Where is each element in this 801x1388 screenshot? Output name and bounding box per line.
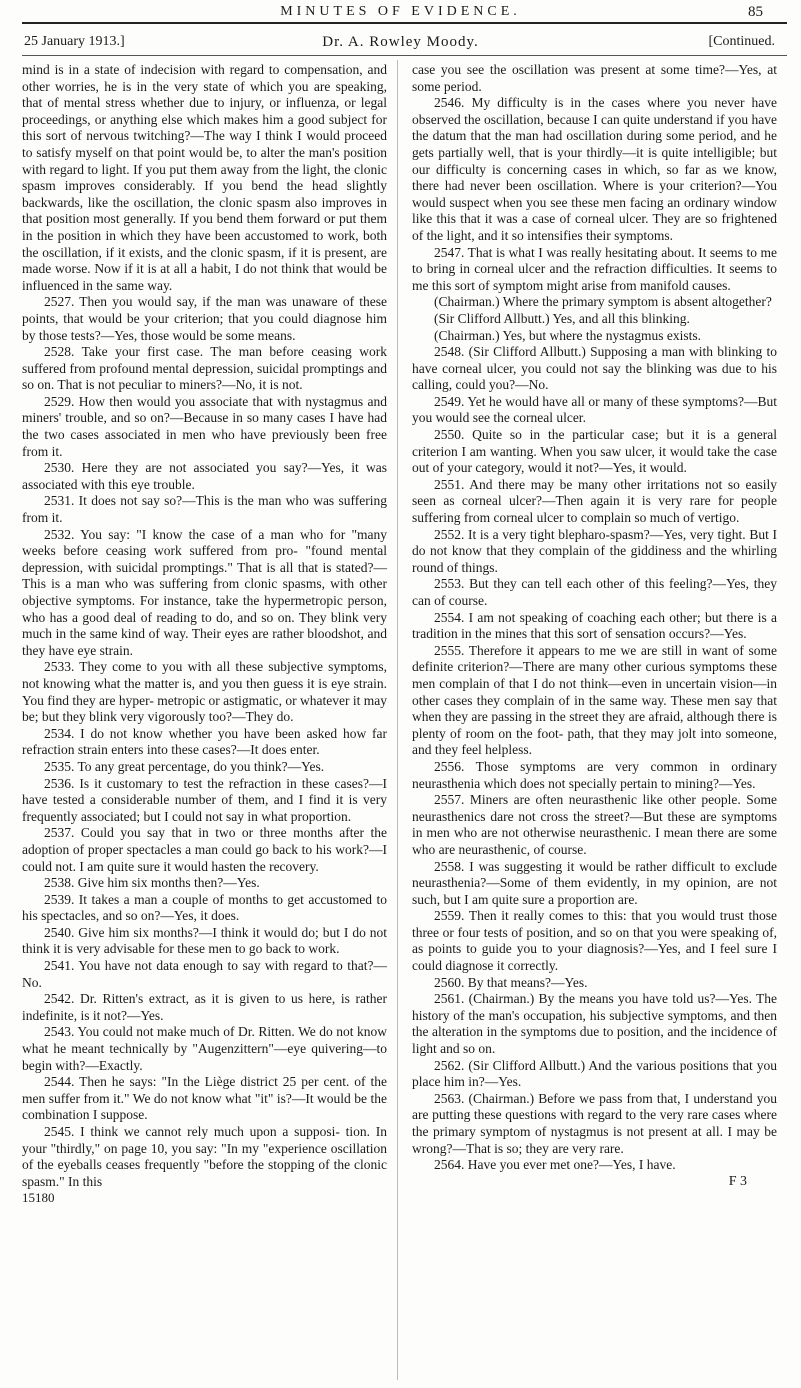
document-title: MINUTES OF EVIDENCE. [280, 4, 521, 19]
paragraph: 2563. (Chairman.) Before we pass from that, I understand you are putting these questions with regard to the very rare cases where the primary symptom of nystagmus is not present at all. I may be wrong?—That is so; they are very rare. [412, 1090, 777, 1156]
continued-label: [Continued. [708, 34, 775, 49]
paragraph: (Chairman.) Where the primary symptom is absent altogether? [434, 294, 772, 310]
paragraph: 2538. Give him six months then?—Yes. [44, 875, 260, 891]
paragraph: 2554. I am not speaking of coaching each other; but there is a tradition in the mines that this sort of sensation occurs?—Yes. [412, 609, 777, 642]
paragraph: 2559. Then it really comes to this: that you would trust those three or four tests of position, and so on that you were speaking of, as points to guide you to your diagnosis?—Yes, and I feel sure I could diagnose it correctly. [412, 908, 777, 974]
signature-mark: F 3 [728, 1173, 747, 1189]
paragraph: (Chairman.) Yes, but where the nystagmus exists. [434, 327, 701, 343]
paragraph: 2529. How then would you associate that with nystagmus and miners' trouble, and so on?—Because in so many cases I have had the two cases associated in men who have previously been free from it. [22, 393, 387, 459]
paragraph: 2562. (Sir Clifford Allbutt.) And the various positions that you place him in?—Yes. [412, 1057, 777, 1090]
paragraph: 2550. Quite so in the particular case; but it is a general criterion I am wanting. When you saw ulcer, it would take the case out of your category, would it not?—Yes, it would. [412, 427, 777, 476]
paragraph: 2542. Dr. Ritten's extract, as it is given to us here, is rather indefinite, is it not?—Yes. [22, 991, 387, 1023]
paragraph: 2560. By that means?—Yes. [434, 974, 588, 990]
left-column [22, 62, 387, 1207]
paragraph: 2537. Could you say that in two or three months after the adoption of proper spectacles a man could go back to his work?—I could not. I am quite sure it would hasten the recovery. [22, 825, 387, 874]
header-rule [22, 22, 787, 24]
paragraph: 2551. And there may be many other irritations not so easily seen as corneal ulcer?—Then again it is very rare for people suffering from corneal ulcer to complain so much of vertigo. [412, 476, 777, 526]
paragraph: 2535. To any great percentage, do you think?—Yes. [44, 758, 325, 774]
paragraph: 2548. (Sir Clifford Allbutt.) Supposing a man with blinking to have corneal ulcer, you could not say the blinking was due to his calling, could you?—No. [412, 344, 777, 393]
paragraph: (Sir Clifford Allbutt.) Yes, and all this blinking. [434, 310, 690, 326]
paragraph: 2533. They come to you with all these subjective symptoms, not knowing what the matter is, and you then guess it is eye strain. You find they are hyper- metropic or astigmatic, or whatever it may be; but they blink very vigorously too?—They do. [22, 659, 388, 725]
paragraph: case you see the oscillation was present at some time?—Yes, at some period. [412, 62, 777, 94]
paragraph: 2556. Those symptoms are very common in ordinary neurasthenia which does not specially pertain to mining?—Yes. [412, 758, 777, 791]
paragraph: 2541. You have not data enough to say with regard to that?—No. [22, 958, 387, 990]
paragraph: 2536. Is it customary to test the refraction in these cases?—I have tested a considerable number of them, and I find it is very frequently associated; but I could not say in what proportion. [22, 775, 387, 824]
paragraph: 2531. It does not say so?—This is the man who was suffering from it. [22, 493, 387, 526]
paragraph: 2552. It is a very tight blepharo-spasm?—Yes, very tight. But I do not know that they complain of the giddiness and the whirling round of things. [412, 526, 777, 575]
paragraph: 2534. I do not know whether you have been asked how far refraction strain enters into these cases?—It does enter. [22, 725, 387, 758]
paragraph: 2557. Miners are often neurasthenic like other people. Some neurasthenics dare not cross the street?—But these are symptoms in men who are not otherwise neurasthenic. I mean there are some who are neurasthenic, of course. [412, 792, 777, 857]
subheader-rule [22, 55, 787, 56]
paragraph: 2528. Take your first case. The man before ceasing work suffered from profound mental depression, suicidal promptings and so on. That is not peculiar to miners?—No, it is not. [22, 344, 387, 393]
print-code: 15180 [22, 1190, 55, 1206]
paragraph: 2547. That is what I was really hesitating about. It seems to me to bring in corneal ulcer and the refraction difficulties. It seems to me this sort of symptom might arise from manifold causes. [412, 244, 777, 293]
paragraph: 2549. Yet he would have all or many of these symptoms?—But you would see the corneal ulcer. [412, 393, 777, 426]
paragraph: 2564. Have you ever met one?—Yes, I have. [434, 1157, 676, 1173]
session-date: 25 January 1913.] [24, 34, 125, 49]
paragraph: 2539. It takes a man a couple of months to get accustomed to his spectacles, and so on?—Yes, it does. [22, 891, 387, 924]
paragraph: 2532. You say: "I know the case of a man who for "many weeks before ceasing work suffered from pro- "found mental depression, with suicidal promptings." That is all that is stated?—This is a man who was suffering from clonic spasms, with other objective symptoms. For instance, take the hypermetropic person, who has a good deal of reading to do, and so on. They blink very much in the same kind of way. Their eyes are rather bloodshot, and they have eye strain. [22, 526, 387, 658]
paragraph: 2540. Give him six months?—I think it would do; but I do not think it is very advisable for these men to go back to work. [22, 924, 387, 957]
right-column [412, 62, 777, 1190]
paragraph: 2553. But they can tell each other of this feeling?—Yes, they can of course. [412, 576, 777, 608]
paragraph: mind is in a state of indecision with regard to compensation, and other worries, he is in the very state of which you are speaking, that of mental stress whether due to injury, or influenza, or legal proceedings, or anything else which makes him a good subject for this sort of nervous twitching?—The way I think I would proceed to satisfy myself on that point would be, to alter the man's position with regard to light. If you put them away from the light, the clonic spasm improves considerably. If you bend the head slightly backwards, like the oscillation, the clonic spasm also improves in that position most generally. If you bend them forward or put them in the position in which they have been accustomed to work, both the oscillation, if it exists, and the clonic spasm, if it is present, are made worse. Now if it is at all a habit, I do not think that would be influenced in the same way. [22, 62, 387, 293]
paragraph: 2543. You could not make much of Dr. Ritten. We do not know what he meant technically by "Augenzittern"—eye quivering—to begin with?—Exactly. [22, 1024, 387, 1073]
paragraph: 2546. My difficulty is in the cases where you never have observed the oscillation, because I can quite understand if you have the datum that the man had oscillation during some period, and he gets partially well, that is your thirdly—it is quite intelligible; but our difficulty is concerning cases in which, so far as we know, there had never been oscillation. Where is your criterion?—You would suspect when you see these men facing an ordinary window like this that it was a case of corneal ulcer. They are so frightened of the light, and it so intensifies their symptoms. [412, 95, 777, 243]
page-number: 85 [748, 4, 763, 20]
paragraph: 2527. Then you would say, if the man was unaware of these points, that would be your criterion; that you could diagnose him by those tests?—Yes, those would be some means. [22, 294, 387, 343]
paragraph: 2544. Then he says: "In the Liège district 25 per cent. of the men suffer from it." We do not know what "it" is?—It would be the combination I suppose. [22, 1074, 387, 1123]
paragraph: 2558. I was suggesting it would be rather difficult to exclude neurasthenia?—Some of them evidently, in my opinion, are not such, but I am quite sure a proportion are. [412, 858, 777, 907]
witness-name: Dr. A. Rowley Moody. [322, 34, 479, 50]
column-divider [397, 60, 398, 1380]
paragraph: 2561. (Chairman.) By the means you have told us?—Yes. The history of the man's occupation, his subjective symptoms, and then the alteration in the symptoms due to position, and the incidence of light and so on. [412, 991, 777, 1057]
paragraph: 2545. I think we cannot rely much upon a supposi- tion. In your "thirdly," on page 10, you say: "In my "experience oscillation of the eyeballs ceases frequently "before the stopping of the clonic spasm." In this [22, 1124, 387, 1189]
paragraph: 2555. Therefore it appears to me we are still in want of some definite criterion?—There are many other curious symptoms these men complain of that I do not think—even in uncertain vision—in other cases they complain of in the same way. These men say that when they are passing in the street they are afraid, although there is plenty of room on the foot- path, that they may jolt into someone, and they feel helpless. [412, 642, 777, 758]
paragraph: 2530. Here they are not associated you say?—Yes, it was associated with this eye trouble. [22, 460, 387, 492]
